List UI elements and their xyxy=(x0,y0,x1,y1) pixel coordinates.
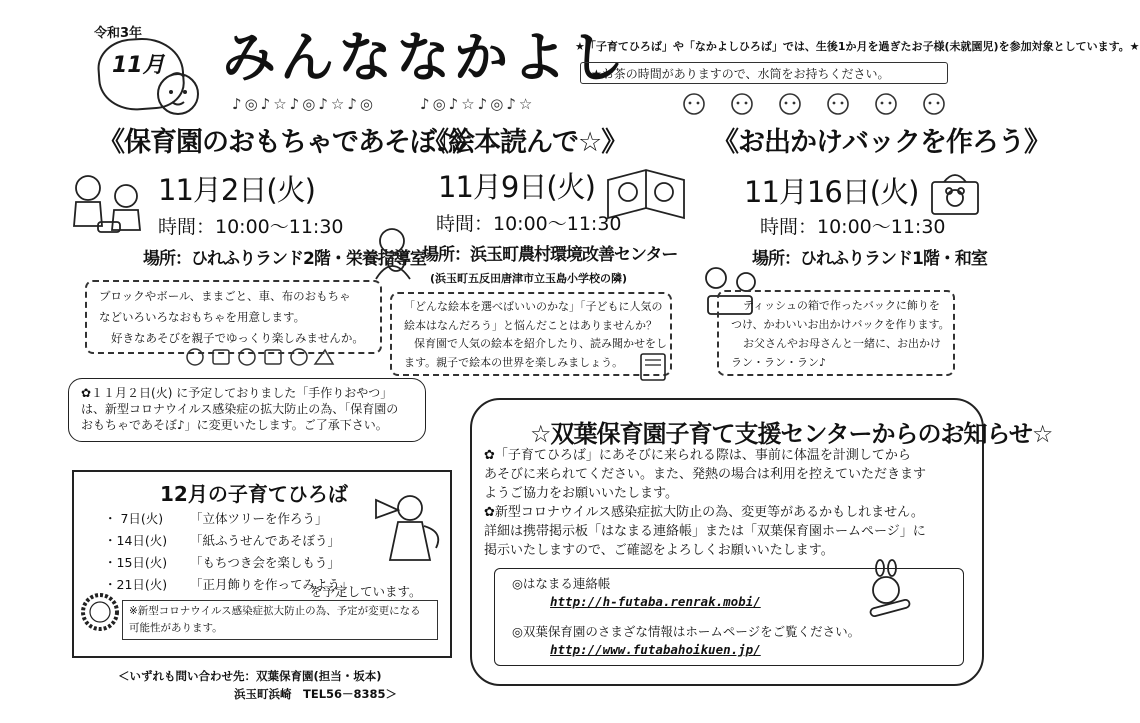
december-scheduled-text: を予定しています。 xyxy=(310,584,422,599)
angel-trumpet-illustration xyxy=(370,486,446,566)
deco-notes-left: ♪◎♪☆♪◎♪☆♪◎ xyxy=(232,95,377,113)
december-item-date: ・15日(火) xyxy=(104,555,168,570)
hanamaru-label: ◎はなまる連絡帳 xyxy=(512,576,611,591)
event3-date: 11月16日(火) xyxy=(744,175,919,209)
center-p2-line: 詳細は携帯掲示板「はなまる連絡帳」または「双葉保育園ホームページ」に xyxy=(484,524,926,539)
toys-row-icon xyxy=(185,346,335,368)
contact-line2: 浜玉町浜崎 TEL56－8385＞ xyxy=(234,687,398,701)
event2-place: 場所：浜玉町農村環境改善センター xyxy=(422,245,678,265)
change-notice-line: ✿１１月２日(火) に予定しておりました「手作りおやつ」 xyxy=(81,386,393,400)
picture-book-icon xyxy=(638,352,668,382)
event3-description-box xyxy=(717,290,955,376)
event1-desc-line: 好きなあそびを親子でゆっくり楽しみませんか。 xyxy=(111,331,364,345)
homepage-link[interactable]: http://www.futabahoikuen.jp/ xyxy=(550,642,761,657)
mother-baby-illustration xyxy=(366,225,420,281)
december-item-text: 「正月飾りを作ってみよう」 xyxy=(190,577,353,592)
support-center-paragraph1 xyxy=(484,446,926,503)
event1-place: 場所：ひれふりランド2階・栄養指導室 xyxy=(143,249,426,269)
baby-illustration xyxy=(150,70,206,120)
era-label: 令和3年 xyxy=(94,26,143,41)
event2-date: 11月9日(火) xyxy=(438,170,595,204)
event1-title: 《保育園のおもちゃであそぼ♪》 xyxy=(98,127,479,158)
baby-faces-row-icon xyxy=(680,90,970,118)
event2-desc-line: 絵本はなんだろう」と悩んだことはありませんか？ xyxy=(404,318,657,332)
event2-time: 時間：10:00～11:30 xyxy=(436,213,622,235)
center-p1-line: ✿「子育てひろば」にあそびに来られる際は、事前に体温を計測してから xyxy=(484,448,911,463)
event3-desc-line: お父さんやお母さんと一緒に、お出かけ xyxy=(743,337,941,350)
month-label: 11月 xyxy=(112,53,165,78)
december-item-date: ・14日(火) xyxy=(104,533,168,548)
event3-place: 場所：ひれふりランド1階・和室 xyxy=(752,249,987,269)
event1-date: 11月2日(火) xyxy=(158,173,315,207)
water-bottle-notice: ★お茶の時間がありますので、水筒をお持ちください。 xyxy=(580,62,948,84)
wreath-icon xyxy=(78,590,122,634)
contact-line1: ＜いずれも問い合わせ先：双葉保育園(担当・坂本) xyxy=(118,669,382,683)
hanamaru-link[interactable]: http://h-futaba.renrak.mobi/ xyxy=(550,594,761,609)
december-note-line: ※新型コロナウイルス感染症拡大防止の為、予定が変更になる xyxy=(129,605,421,617)
december-note-box xyxy=(122,600,438,640)
december-title: 12月の子育てひろば xyxy=(160,482,348,506)
homepage-label: ◎双葉保育園のさまざな情報はホームページをご覧ください。 xyxy=(512,624,861,639)
december-note-line: 可能性があります。 xyxy=(129,622,223,634)
support-center-title: ☆双葉保育園子育て支援センターからのお知らせ☆ xyxy=(530,420,1053,448)
event3-desc-line: ティッシュの箱で作ったバックに飾りを xyxy=(743,299,940,312)
change-notice-bubble xyxy=(68,378,426,442)
december-item-date: ・21日(火) xyxy=(104,577,168,592)
event2-desc-line: ます。親子で絵本の世界を楽しみましょう。 xyxy=(404,355,624,369)
children-playing-illustration xyxy=(64,170,152,236)
event1-desc-line: ブロックやボール、ままごと、車、布のおもちゃ xyxy=(99,289,351,303)
center-p1-line: ようご協力をお願いいたします。 xyxy=(484,486,678,501)
center-p1-line: あそびに来られてください。また、発熱の場合は利用を控えていただきます xyxy=(484,467,927,482)
event3-title: 《お出かけバックを作ろう》 xyxy=(712,127,1050,158)
change-notice-line: おもちゃであそぼ♪」に変更いたします。ご了承下さい。 xyxy=(81,418,388,432)
event2-title: 《絵本読んで☆》 xyxy=(422,127,628,158)
deco-notes-mid: ♪◎♪☆♪◎♪☆ xyxy=(420,95,536,113)
event1-description-box xyxy=(85,280,382,354)
december-item-text: 「紙ふうせんであそぼう」 xyxy=(190,533,341,548)
tote-bag-icon xyxy=(928,168,982,218)
december-item-date: ・ 7日(火) xyxy=(104,511,164,526)
event2-description-box xyxy=(390,292,672,376)
newsletter-title: みんななかよし xyxy=(222,26,628,89)
event2-place-note: (浜玉町五反田唐津市立玉島小学校の隣) xyxy=(430,272,628,285)
center-p2-line: 掲示いたしますので、ご確認をよろしくお願いいたします。 xyxy=(484,543,834,558)
december-item-text: 「立体ツリーを作ろう」 xyxy=(190,511,328,526)
bunny-thermometer-illustration xyxy=(858,560,918,618)
event3-desc-line: つけ、かわいいお出かけバックを作ります。 xyxy=(731,318,950,331)
event1-time: 時間：10:00～11:30 xyxy=(158,216,344,238)
support-center-paragraph2 xyxy=(484,503,926,560)
event2-desc-line: 保育園で人気の絵本を紹介したり、読み聞かせをし xyxy=(414,337,667,350)
event1-desc-line: などいろいろなおもちゃを用意します。 xyxy=(99,310,306,324)
event2-desc-line: 「どんな絵本を選べばいいのかな」「子どもに人気の xyxy=(404,300,663,313)
december-item-text: 「もちつき会を楽しもう」 xyxy=(190,555,340,570)
center-p2-line: ✿新型コロナウイルス感染症拡大防止の為、変更等があるかもしれません。 xyxy=(484,505,924,520)
eligibility-notice: ★「子育てひろば」や「なかよしひろば」では、生後1か月を過ぎたお子様(未就園児)を参加対象としています。★ xyxy=(575,40,1140,53)
change-notice-line: は、新型コロナウイルス感染症の拡大防止の為、「保育園の xyxy=(81,402,399,416)
event3-desc-line: ラン・ラン・ラン♪ xyxy=(731,356,827,369)
event3-time: 時間：10:00～11:30 xyxy=(760,216,946,238)
